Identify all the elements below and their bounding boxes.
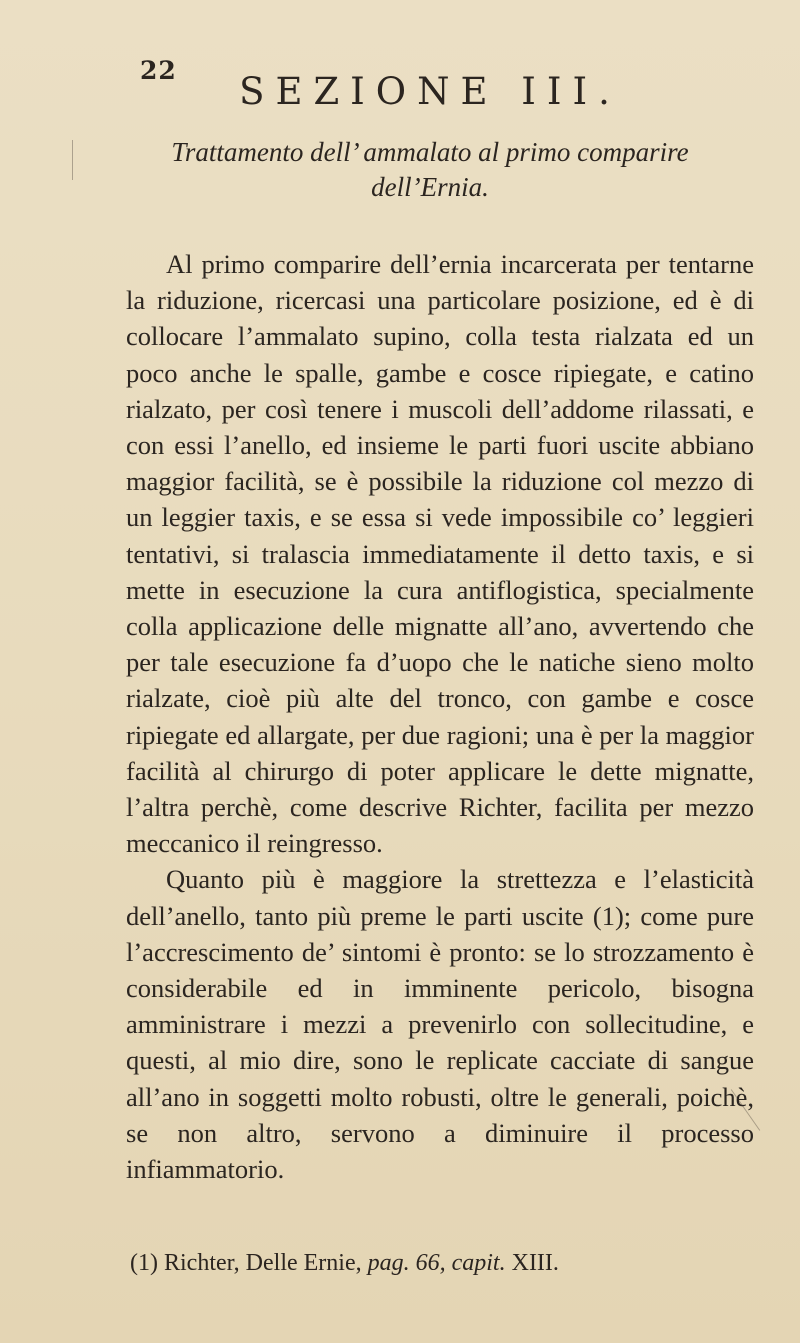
subtitle-line-2: dell’Ernia. bbox=[371, 172, 489, 202]
paragraph-1: Al primo comparire dell’ernia incarcerata per tentarne la riduzione, ricercasi una particolare posizione, ed è di collocare l’ammalato supino, colla testa rialzata ed un poco anche le spalle, gambe e cosce ripiegate, e catino rialzato, per così tenere i muscoli dell’addome rilassati, e con essi l’anello, ed insieme le parti fuori uscite abbiano maggior facilità, se è possibile la riduzione col mezzo di un leggier taxis, e se essa si vede impossibile co’ leggieri tentativi, si tralascia immediatamente il detto taxis, e si mette in esecuzione la cura antiflogistica, specialmente colla applicazione delle mignatte all’ano, avvertendo che per tale esecuzione fa d’uopo che le natiche sieno molto rialzate, cioè più alte del tronco, con gambe e cosce ripiegate ed allargate, per due ragioni; una è per la maggior facilità al chirurgo di poter applicare le dette mignatte, l’altra perchè, come descrive Richter, facilita per mezzo meccanico il reingresso. bbox=[126, 249, 754, 859]
margin-mark bbox=[72, 140, 73, 180]
footnote-page-ref: pag. 66, capit. bbox=[367, 1250, 506, 1276]
section-subtitle bbox=[0, 135, 800, 205]
paragraph-2: Quanto più è maggiore la strettezza e l’elasticità dell’anello, tanto più preme le parti uscite (1); come pure l’accrescimento de’ sintomi è pronto: se lo strozzamento è considerabile ed in imminente pericolo, bisogna amministrare i mezzi a prevenirlo con sollecitudine, e questi, al mio dire, sono le replicate cacciate di sangue all’ano in soggetti molto robusti, oltre le generali, poichè, se non altro, servono a diminuire il processo infiammatorio. bbox=[126, 864, 754, 1185]
footnote-reference: (1) Richter, Delle Ernie, bbox=[130, 1250, 362, 1276]
footnote-chapter: XIII. bbox=[511, 1250, 559, 1276]
subtitle-line-1: Trattamento dell’ ammalato al primo comparire bbox=[171, 137, 689, 167]
section-heading: SEZIONE III. bbox=[239, 70, 621, 113]
page-number: 22 bbox=[140, 56, 177, 85]
body-text bbox=[126, 246, 754, 1187]
footnote bbox=[130, 1250, 559, 1277]
